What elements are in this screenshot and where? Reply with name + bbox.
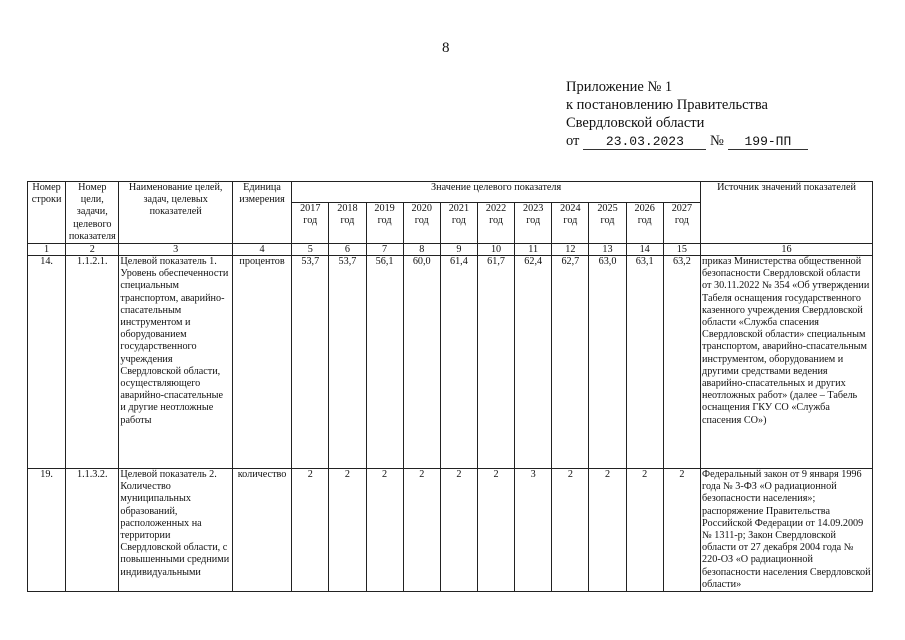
year-label: 2017 [300, 203, 321, 215]
table-body [28, 256, 873, 592]
resolution-number: 199-ПП [728, 135, 808, 150]
cell-value: 2 [626, 469, 663, 592]
header-year [477, 203, 514, 244]
year-suffix: год [637, 215, 652, 227]
header-year [663, 203, 700, 244]
date-prefix: от [566, 133, 580, 149]
year-suffix: год [526, 215, 541, 227]
year-suffix: год [600, 215, 615, 227]
cell-name: Целевой показатель 2. Количество муниципальных образований, расположенных на территории Свердловской области, с повышенными средними индивидуальными [119, 469, 233, 592]
cell-value: 2 [366, 469, 403, 592]
cell-value: 3 [515, 469, 552, 592]
column-number: 14 [626, 244, 663, 256]
cell-value: 63,0 [589, 256, 626, 469]
cell-value: 2 [589, 469, 626, 592]
cell-value: 63,2 [663, 256, 700, 469]
year-suffix: год [340, 215, 355, 227]
year-label: 2020 [411, 203, 432, 215]
year-label: 2022 [485, 203, 507, 215]
cell-value: 2 [477, 469, 514, 592]
column-number: 9 [440, 244, 477, 256]
header-year [440, 203, 477, 244]
appendix-region-line: Свердловской области [566, 115, 705, 131]
indicators-table [27, 181, 873, 592]
cell-row-number: 19. [28, 469, 66, 592]
header-row [28, 182, 873, 203]
cell-value: 2 [663, 469, 700, 592]
year-suffix: год [563, 215, 578, 227]
cell-value: 53,7 [329, 256, 366, 469]
year-label: 2018 [337, 203, 358, 215]
column-number: 2 [66, 244, 119, 256]
year-label: 2023 [523, 203, 544, 215]
year-suffix: год [489, 215, 503, 227]
cell-unit: количество [232, 469, 291, 592]
header-year [403, 203, 440, 244]
column-number: 6 [329, 244, 366, 256]
header-year [515, 203, 552, 244]
header-goal-number: Номер цели, задачи, целевого показателя [66, 182, 119, 244]
column-numbers-row [28, 244, 873, 256]
header-unit: Единица измерения [232, 182, 291, 244]
year-label: 2021 [448, 203, 470, 215]
header-name: Наименование целей, задач, целевых показателей [119, 182, 233, 244]
header-year [329, 203, 366, 244]
cell-value: 2 [329, 469, 366, 592]
cell-value: 2 [552, 469, 589, 592]
header-year [552, 203, 589, 244]
column-number: 4 [232, 244, 291, 256]
column-number: 10 [477, 244, 514, 256]
year-suffix: год [414, 215, 429, 227]
cell-source: Федеральный закон от 9 января 1996 года № 3-ФЗ «О радиационной безопасности населения»; распоряжение Правительства Российской Федерации от 14.09.2009 № 1311-р; Закон Свердловской области от 27 декабря 2004 года № 220-ОЗ «О радиационной безопасности населения Свердловской области» [702, 469, 871, 590]
cell-row-number: 14. [28, 256, 66, 469]
column-number: 1 [28, 244, 66, 256]
header-value-group: Значение целевого показателя [292, 182, 701, 203]
appendix-header [566, 78, 808, 150]
header-year [292, 203, 329, 244]
header-year [626, 203, 663, 244]
cell-value: 62,7 [552, 256, 589, 469]
column-number: 12 [552, 244, 589, 256]
column-number: 13 [589, 244, 626, 256]
cell-value: 63,1 [626, 256, 663, 469]
table-row [28, 469, 873, 592]
year-suffix: год [303, 215, 318, 227]
column-number: 3 [119, 244, 233, 256]
column-number: 8 [403, 244, 440, 256]
year-label: 2026 [634, 203, 655, 215]
cell-value: 2 [292, 469, 329, 592]
cell-value: 60,0 [403, 256, 440, 469]
appendix-date-row [566, 132, 808, 150]
appendix-resolution-line: к постановлению Правительства [566, 97, 768, 113]
header-source: Источник значений показателей [701, 182, 873, 244]
appendix-title: Приложение № 1 [566, 79, 673, 95]
column-number: 15 [663, 244, 700, 256]
cell-value: 56,1 [366, 256, 403, 469]
page-number: 8 [442, 40, 450, 56]
year-suffix: год [451, 215, 466, 227]
header-year [366, 203, 403, 244]
cell-goal-number: 1.1.3.2. [66, 469, 119, 592]
cell-unit: процентов [232, 256, 291, 469]
column-number: 5 [292, 244, 329, 256]
column-number: 11 [515, 244, 552, 256]
table-row [28, 256, 873, 469]
year-suffix: год [674, 215, 689, 227]
cell-value: 61,4 [440, 256, 477, 469]
year-label: 2024 [560, 203, 581, 215]
year-suffix: год [377, 215, 392, 227]
number-sign: № [710, 133, 724, 149]
resolution-date: 23.03.2023 [583, 135, 706, 150]
header-year [589, 203, 626, 244]
cell-value: 2 [403, 469, 440, 592]
year-label: 2019 [374, 203, 395, 215]
cell-value: 61,7 [477, 256, 514, 469]
year-label: 2027 [671, 203, 693, 215]
column-number: 16 [701, 244, 873, 256]
cell-value: 62,4 [515, 256, 552, 469]
cell-goal-number: 1.1.2.1. [66, 256, 119, 469]
cell-source: приказ Министерства общественной безопасности Свердловской области от 30.11.2022 № 354 «Об утверждении Табеля оснащения государственного казенного учреждения Свердловской области «Служба спасения Свердловской области» специальным транспортом, аварийно-спасательным инструментом, оборудованием и другими средствами ведения аварийно-спасательных и других неотложных работ» (далее – Табель оснащения ГКУ СО «Служба спасения СО») [701, 256, 873, 469]
cell-name: Целевой показатель 1. Уровень обеспеченности специальным транспортом, аварийно-спасательным инструментом и оборудованием государственного учреждения Свердловской области, осуществляющего аварийно-спасательные и другие неотложные работы [119, 256, 233, 469]
cell-value: 2 [440, 469, 477, 592]
column-number: 7 [366, 244, 403, 256]
header-row-number: Номер строки [28, 182, 66, 244]
cell-value: 53,7 [292, 256, 329, 469]
year-label: 2025 [597, 203, 618, 215]
